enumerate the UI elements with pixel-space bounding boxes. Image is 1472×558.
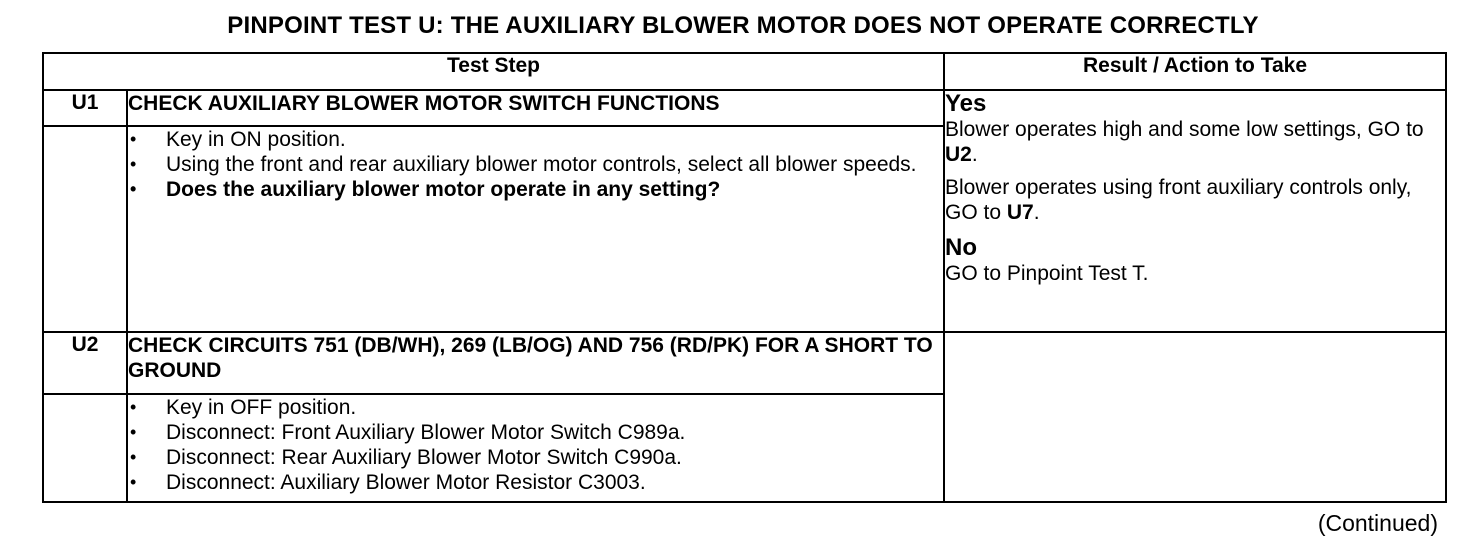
- header-result: Result / Action to Take: [944, 53, 1446, 90]
- list-item: • Key in OFF position.: [130, 396, 357, 419]
- list-item: • Using the front and rear auxiliary blower motor controls, select all blower speeds.: [130, 153, 917, 176]
- page-title: PINPOINT TEST U: THE AUXILIARY BLOWER MOTOR DOES NOT OPERATE CORRECTLY: [227, 12, 1259, 39]
- continued-label: (Continued): [1317, 510, 1438, 536]
- result-yes-label: Yes: [945, 90, 987, 117]
- list-item: • Disconnect: Auxiliary Blower Motor Resistor C3003.: [130, 471, 646, 494]
- step-ref-u7: U7: [1006, 201, 1034, 224]
- step-id-u2: U2: [43, 332, 127, 394]
- list-item: • Disconnect: Rear Auxiliary Blower Motor Switch C990a.: [130, 446, 682, 469]
- result-yes-option-2: Blower operates using front auxiliary controls only, GO to U7.: [945, 176, 1412, 224]
- step-u1-title-row: [43, 90, 1446, 126]
- header-test-step: Test Step: [43, 53, 944, 90]
- step-id-u1: U1: [43, 90, 127, 126]
- step-ref-u2: U2: [945, 143, 972, 166]
- result-u1: [944, 90, 1446, 332]
- result-no-label: No: [945, 234, 977, 261]
- step-u2-title-row: [43, 332, 1446, 394]
- list-item: • Disconnect: Front Auxiliary Blower Motor Switch C989a.: [130, 421, 686, 444]
- result-u2: [944, 332, 1446, 502]
- result-yes-option-1: Blower operates high and some low settings, GO to U2.: [945, 118, 1424, 166]
- step-u1-bullets: [128, 127, 943, 202]
- list-item: • Does the auxiliary blower motor operate in any setting?: [130, 178, 721, 201]
- step-body-u2: [127, 394, 944, 502]
- list-item: • Key in ON position.: [130, 128, 346, 151]
- step-u1-blank-cell: [43, 126, 127, 332]
- table-header-row: [43, 53, 1446, 90]
- step-body-u1: [127, 126, 944, 332]
- step-u2-blank-cell: [43, 394, 127, 502]
- result-no-option: GO to Pinpoint Test T.: [945, 262, 1149, 285]
- step-title-u1: CHECK AUXILIARY BLOWER MOTOR SWITCH FUNCTIONS: [127, 90, 944, 126]
- pinpoint-test-table: [42, 52, 1447, 503]
- step-u2-bullets: [128, 395, 943, 495]
- step-title-u2: CHECK CIRCUITS 751 (DB/WH), 269 (LB/OG) AND 756 (RD/PK) FOR A SHORT TO GROUND: [127, 332, 944, 394]
